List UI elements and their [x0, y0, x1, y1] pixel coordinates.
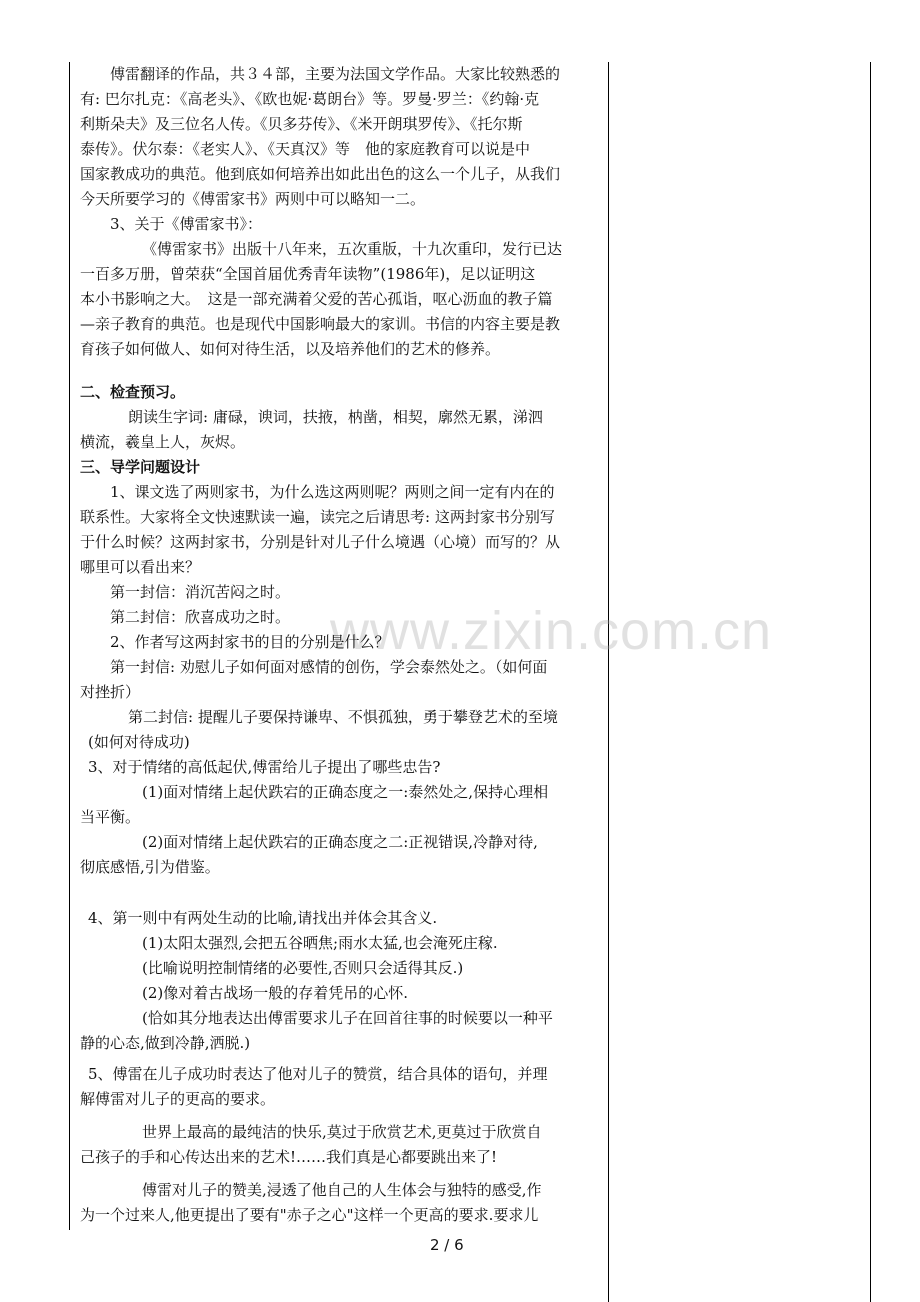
text-line: (1)太阳太强烈,会把五谷晒焦;雨水太猛,也会淹死庄稼. — [142, 934, 498, 952]
text-line: 一百多万册，曾荣获“全国首届优秀青年读物”(1986年)，足以证明这 — [80, 265, 536, 283]
text-line: (恰如其分地表达出傅雷要求儿子在回首往事的时候要以一种平 — [142, 1009, 553, 1027]
text-line: 国家教成功的典范。他到底如何培养出如此出色的这么一个儿子，从我们 — [80, 165, 561, 183]
table-left-border — [69, 62, 70, 1230]
text-line: 育孩子如何做人、如何对待生活，以及培养他们的艺术的修养。 — [80, 340, 501, 358]
text-line: 第一封信：消沉苦闷之时。 — [110, 583, 291, 601]
text-line — [80, 1228, 608, 1232]
text-line: 联系性。大家将全文快速默读一遍，读完之后请思考: 这两封家书分别写 — [80, 508, 555, 526]
page-number: 2 / 6 — [430, 1236, 464, 1254]
text-line: (如何对待成功) — [88, 733, 190, 751]
text-line: 横流，羲皇上人，灰烬。 — [80, 433, 246, 451]
table-inner-border — [608, 62, 609, 1302]
document-body — [80, 62, 608, 1232]
text-line: 傅雷翻译的作品，共３４部，主要为法国文学作品。大家比较熟悉的 — [110, 65, 561, 83]
text-line: (1)面对情绪上起伏跌宕的正确态度之一:泰然处之,保持心理相 — [142, 783, 549, 801]
section-heading: 三、导学问题设计 — [80, 458, 201, 476]
text-line: 对挫折） — [80, 683, 141, 701]
text-line: 《傅雷家书》出版十八年来，五次重版，十九次重印，发行已达 — [142, 240, 563, 258]
text-line: —亲子教育的典范。也是现代中国影响最大的家训。书信的内容主要是教 — [80, 315, 561, 333]
watermark: www.zixin.com.cn — [330, 601, 773, 661]
text-line: 为一个过来人,他更提出了要有"赤子之心"这样一个更高的要求.要求儿 — [80, 1206, 539, 1224]
text-line: 己孩子的手和心传达出来的艺术!……我们真是心都要跳出来了! — [80, 1148, 498, 1166]
text-line: 4、第一则中有两处生动的比喻,请找出并体会其含义. — [88, 909, 438, 927]
text-line: 1、课文选了两则家书，为什么选这两则呢？两则之间一定有内在的 — [110, 483, 555, 501]
text-line: 于什么时候？这两封家书，分别是针对儿子什么境遇（心境）而写的？从 — [80, 533, 561, 551]
text-line: (比喻说明控制情绪的必要性,否则只会适得其反.) — [142, 959, 464, 977]
text-line: 本小书影响之大。 这是一部充满着父爱的苦心孤诣，呕心沥血的教子篇 — [80, 290, 553, 308]
table-right-border — [870, 62, 871, 1302]
text-line: 傅雷对儿子的赞美,浸透了他自己的人生体会与独特的感受,作 — [142, 1181, 542, 1199]
text-line: 第二封信：欣喜成功之时。 — [110, 608, 291, 626]
text-line: 5、傅雷在儿子成功时表达了他对儿子的赞赏，结合具体的语句，并理 — [88, 1065, 548, 1083]
text-line: 3、对于情绪的高低起伏,傅雷给儿子提出了哪些忠告? — [88, 758, 441, 776]
text-line: (2)面对情绪上起伏跌宕的正确态度之二:正视错误,冷静对待, — [142, 833, 538, 851]
text-line: 世界上最高的最纯洁的快乐,莫过于欣赏艺术,更莫过于欣赏自 — [142, 1123, 542, 1141]
text-line: 有: 巴尔扎克：《高老头》、《欧也妮·葛朗台》等。罗曼·罗兰：《约翰·克 — [80, 90, 540, 108]
text-line: 解傅雷对儿子的更高的要求。 — [80, 1090, 276, 1108]
text-line: 泰传》。伏尔泰：《老实人》、《天真汉》等 他的家庭教育可以说是中 — [80, 140, 531, 158]
text-line: 朗读生字词: 庸碌，谀词，扶掖，枘凿，相契，廓然无累，涕泗 — [128, 408, 543, 426]
text-line: 2、作者写这两封家书的目的分别是什么？ — [110, 633, 390, 651]
text-line: 利斯朵夫》及三位名人传。《贝多芬传》、《米开朗琪罗传》、《托尔斯 — [80, 115, 523, 133]
text-line: 第二封信: 提醒儿子要保持谦卑、不惧孤独，勇于攀登艺术的至境 — [128, 708, 558, 726]
section-heading: 3、关于《傅雷家书》： — [110, 215, 263, 233]
section-heading: 二、检查预习。 — [80, 383, 186, 401]
text-line: 当平衡。 — [80, 808, 141, 826]
text-line: 哪里可以看出来？ — [80, 558, 201, 576]
text-line: 静的心态,做到冷静,洒脱.) — [80, 1034, 251, 1052]
text-line: 第一封信: 劝慰儿子如何面对感情的创伤，学会泰然处之。（如何面 — [110, 658, 548, 676]
text-line: 今天所要学习的《傅雷家书》两则中可以略知一二。 — [80, 190, 426, 208]
text-line: (2)像对着古战场一般的存着凭吊的心怀. — [142, 984, 409, 1002]
text-line: 彻底感悟,引为借鉴。 — [80, 858, 220, 876]
